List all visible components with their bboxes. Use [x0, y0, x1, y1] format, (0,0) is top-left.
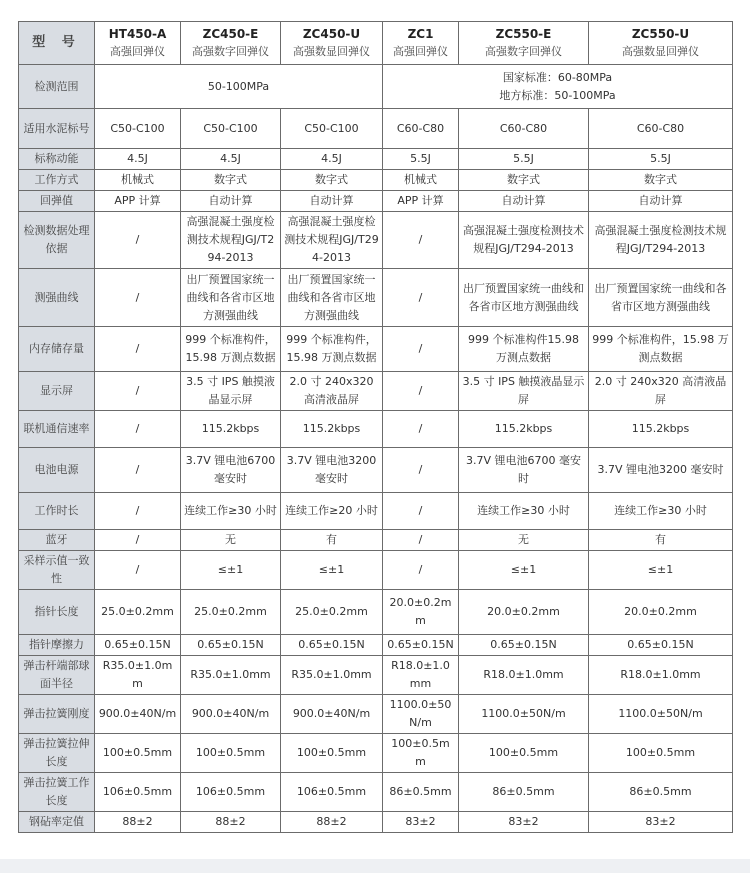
table-cell: 高强混凝土强度检测技术规程JGJ/T294-2013	[459, 212, 589, 269]
table-cell: R35.0±1.0mm	[181, 656, 281, 695]
model-desc: 高强回弹仪	[110, 45, 165, 58]
table-cell: 3.7V 锂电池6700 毫安时	[459, 448, 589, 493]
table-cell: 无	[181, 530, 281, 551]
model-name: ZC450-E	[202, 27, 259, 41]
table-row-cement	[19, 109, 733, 149]
table-cell: 自动计算	[459, 191, 589, 212]
model-corner-label: 型 号	[19, 22, 95, 65]
row-label: 工作方式	[19, 170, 95, 191]
table-cell: /	[383, 530, 459, 551]
table-cell: 高强混凝土强度检测技术规程JGJ/T294-2013	[589, 212, 733, 269]
table-cell: 115.2kbps	[181, 411, 281, 448]
row-label: 弹击拉簧拉伸长度	[19, 734, 95, 773]
model-desc: 高强数显回弹仪	[293, 45, 370, 58]
table-cell: 999 个标准构件15.98 万测点数据	[459, 327, 589, 372]
table-cell: 0.65±0.15N	[383, 635, 459, 656]
table-cell: 20.0±0.2mm	[383, 590, 459, 635]
table-cell: 出厂预置国家统一曲线和各省市区地方测强曲线	[181, 269, 281, 327]
table-cell: 自动计算	[281, 191, 383, 212]
table-cell: 115.2kbps	[459, 411, 589, 448]
model-desc: 高强数字回弹仪	[485, 45, 562, 58]
row-label: 回弹值	[19, 191, 95, 212]
row-label: 适用水泥标号	[19, 109, 95, 149]
table-cell: 83±2	[589, 812, 733, 833]
table-cell: 999 个标准构件，15.98 万测点数据	[281, 327, 383, 372]
table-cell: 100±0.5mm	[459, 734, 589, 773]
model-header	[281, 22, 383, 65]
row-label: 弹击杆端部球面半径	[19, 656, 95, 695]
table-cell: 106±0.5mm	[181, 773, 281, 812]
row-label: 检测数据处理依据	[19, 212, 95, 269]
table-cell: C60-C80	[589, 109, 733, 149]
table-cell: 连续工作≥30 小时	[181, 493, 281, 530]
table-cell: 3.7V 锂电池3200 毫安时	[589, 448, 733, 493]
table-cell: /	[383, 493, 459, 530]
spec-table	[18, 21, 733, 833]
table-cell: 83±2	[383, 812, 459, 833]
table-cell: 999 个标准构件，15.98 万测点数据	[181, 327, 281, 372]
table-row-pointer_fric	[19, 635, 733, 656]
model-header	[383, 22, 459, 65]
table-cell: ≤±1	[589, 551, 733, 590]
table-cell: 自动计算	[589, 191, 733, 212]
table-cell: C50-C100	[281, 109, 383, 149]
table-cell: /	[95, 212, 181, 269]
table-cell: R18.0±1.0mm	[459, 656, 589, 695]
range-local: 地方标准：50-100MPa	[499, 88, 616, 102]
table-row-comm	[19, 411, 733, 448]
row-label: 工作时长	[19, 493, 95, 530]
model-name: HT450-A	[108, 27, 167, 41]
table-cell: /	[95, 493, 181, 530]
table-cell: 0.65±0.15N	[181, 635, 281, 656]
table-cell: 0.65±0.15N	[459, 635, 589, 656]
table-cell: R35.0±1.0mm	[95, 656, 181, 695]
table-cell: 出厂预置国家统一曲线和各省市区地方测强曲线	[459, 269, 589, 327]
model-desc: 高强数字回弹仪	[192, 45, 269, 58]
table-cell: 3.7V 锂电池6700 毫安时	[181, 448, 281, 493]
model-name: ZC450-U	[302, 27, 361, 41]
table-cell: 连续工作≥30 小时	[459, 493, 589, 530]
table-cell: 出厂预置国家统一曲线和各省市区地方测强曲线	[589, 269, 733, 327]
table-row-worktime	[19, 493, 733, 530]
table-cell: 有	[281, 530, 383, 551]
range-group-2	[383, 65, 733, 109]
table-cell: 100±0.5mm	[281, 734, 383, 773]
table-cell: /	[383, 212, 459, 269]
table-cell: 3.5 寸 IPS 触摸液晶显示屏	[181, 372, 281, 411]
row-label: 弹击拉簧工作长度	[19, 773, 95, 812]
table-cell: 有	[589, 530, 733, 551]
table-cell: 3.7V 锂电池3200 毫安时	[281, 448, 383, 493]
table-cell: 5.5J	[589, 149, 733, 170]
table-cell: 88±2	[95, 812, 181, 833]
table-row-spring_k	[19, 695, 733, 734]
table-row-rod_radius	[19, 656, 733, 695]
header-row	[19, 22, 733, 65]
table-cell: /	[383, 269, 459, 327]
table-cell: 900.0±40N/m	[181, 695, 281, 734]
table-row-bluetooth	[19, 530, 733, 551]
table-cell: 115.2kbps	[281, 411, 383, 448]
table-cell: 25.0±0.2mm	[181, 590, 281, 635]
table-row-rebound	[19, 191, 733, 212]
table-cell: 2.0 寸 240x320 高清液晶屏	[281, 372, 383, 411]
table-cell: 20.0±0.2mm	[459, 590, 589, 635]
row-label: 电池电源	[19, 448, 95, 493]
row-label: 检测范围	[19, 65, 95, 109]
table-cell: 115.2kbps	[589, 411, 733, 448]
table-cell: 4.5J	[181, 149, 281, 170]
table-cell: 0.65±0.15N	[95, 635, 181, 656]
spec-table-wrapper	[18, 21, 733, 833]
row-label: 钢砧率定值	[19, 812, 95, 833]
table-cell: 88±2	[181, 812, 281, 833]
table-cell: C60-C80	[459, 109, 589, 149]
row-label: 蓝牙	[19, 530, 95, 551]
table-cell: 数字式	[459, 170, 589, 191]
table-cell: R35.0±1.0mm	[281, 656, 383, 695]
table-row-memory	[19, 327, 733, 372]
table-cell: 2.0 寸 240x320 高清液晶屏	[589, 372, 733, 411]
model-name: ZC550-U	[631, 27, 690, 41]
table-cell: 4.5J	[95, 149, 181, 170]
table-cell: 1100.0±50N/m	[589, 695, 733, 734]
table-cell: 100±0.5mm	[95, 734, 181, 773]
table-cell: /	[95, 327, 181, 372]
table-row-display	[19, 372, 733, 411]
table-cell: 5.5J	[459, 149, 589, 170]
table-cell: /	[95, 551, 181, 590]
table-cell: 高强混凝土强度检测技术规程JGJ/T294-2013	[181, 212, 281, 269]
row-label: 测强曲线	[19, 269, 95, 327]
table-cell: 100±0.5mm	[181, 734, 281, 773]
table-row-range	[19, 65, 733, 109]
table-cell: 106±0.5mm	[95, 773, 181, 812]
table-cell: /	[383, 327, 459, 372]
table-cell: C60-C80	[383, 109, 459, 149]
model-name: ZC550-E	[495, 27, 552, 41]
table-cell: ≤±1	[181, 551, 281, 590]
table-cell: 数字式	[589, 170, 733, 191]
table-row-curve	[19, 269, 733, 327]
table-cell: 86±0.5mm	[589, 773, 733, 812]
table-cell: C50-C100	[95, 109, 181, 149]
table-row-spring_ext	[19, 734, 733, 773]
table-cell: 1100.0±50N/m	[459, 695, 589, 734]
table-cell: ≤±1	[281, 551, 383, 590]
model-desc: 高强回弹仪	[393, 45, 448, 58]
table-cell: /	[95, 411, 181, 448]
table-cell: /	[95, 530, 181, 551]
table-cell: /	[383, 448, 459, 493]
table-cell: 出厂预置国家统一曲线和各省市区地方测强曲线	[281, 269, 383, 327]
table-cell: /	[95, 269, 181, 327]
range-group-1: 50-100MPa	[95, 65, 383, 109]
table-cell: APP 计算	[383, 191, 459, 212]
table-row-sample	[19, 551, 733, 590]
bottom-strip	[0, 859, 750, 873]
table-cell: 25.0±0.2mm	[95, 590, 181, 635]
row-label: 标称动能	[19, 149, 95, 170]
table-cell: 88±2	[281, 812, 383, 833]
table-cell: ≤±1	[459, 551, 589, 590]
table-cell: 999 个标准构件，15.98 万测点数据	[589, 327, 733, 372]
table-cell: /	[383, 372, 459, 411]
table-cell: C50-C100	[181, 109, 281, 149]
table-cell: 86±0.5mm	[459, 773, 589, 812]
row-label: 显示屏	[19, 372, 95, 411]
row-label: 内存储存量	[19, 327, 95, 372]
table-cell: 高强混凝土强度检测技术规程JGJ/T294-2013	[281, 212, 383, 269]
table-cell: 20.0±0.2mm	[589, 590, 733, 635]
table-cell: 100±0.5mm	[383, 734, 459, 773]
table-row-pointer_len	[19, 590, 733, 635]
table-row-spring_work	[19, 773, 733, 812]
model-header	[181, 22, 281, 65]
model-header	[459, 22, 589, 65]
table-cell: 900.0±40N/m	[281, 695, 383, 734]
row-label: 采样示值一致性	[19, 551, 95, 590]
row-label: 联机通信速率	[19, 411, 95, 448]
range-national: 国家标准：60-80MPa	[502, 70, 613, 84]
table-cell: 数字式	[181, 170, 281, 191]
table-cell: 900.0±40N/m	[95, 695, 181, 734]
model-name: ZC1	[407, 27, 434, 41]
table-cell: 0.65±0.15N	[281, 635, 383, 656]
table-cell: /	[95, 448, 181, 493]
table-cell: 25.0±0.2mm	[281, 590, 383, 635]
table-cell: 1100.0±50N/m	[383, 695, 459, 734]
table-cell: 83±2	[459, 812, 589, 833]
table-cell: 无	[459, 530, 589, 551]
table-cell: 86±0.5mm	[383, 773, 459, 812]
table-cell: 自动计算	[181, 191, 281, 212]
table-cell: 4.5J	[281, 149, 383, 170]
table-cell: 数字式	[281, 170, 383, 191]
table-cell: 连续工作≥30 小时	[589, 493, 733, 530]
table-cell: 连续工作≥20 小时	[281, 493, 383, 530]
table-cell: 100±0.5mm	[589, 734, 733, 773]
table-cell: 0.65±0.15N	[589, 635, 733, 656]
table-row-anvil	[19, 812, 733, 833]
model-header	[95, 22, 181, 65]
table-cell: 106±0.5mm	[281, 773, 383, 812]
table-cell: /	[383, 551, 459, 590]
table-row-energy	[19, 149, 733, 170]
table-cell: /	[95, 372, 181, 411]
table-row-basis	[19, 212, 733, 269]
row-label: 指针长度	[19, 590, 95, 635]
table-cell: /	[383, 411, 459, 448]
row-label: 弹击拉簧刚度	[19, 695, 95, 734]
table-cell: APP 计算	[95, 191, 181, 212]
table-row-mode	[19, 170, 733, 191]
model-header	[589, 22, 733, 65]
table-cell: 机械式	[95, 170, 181, 191]
table-row-battery	[19, 448, 733, 493]
table-cell: 5.5J	[383, 149, 459, 170]
row-label: 指针摩擦力	[19, 635, 95, 656]
table-cell: 3.5 寸 IPS 触摸液晶显示屏	[459, 372, 589, 411]
model-desc: 高强数显回弹仪	[622, 45, 699, 58]
table-cell: R18.0±1.0mm	[589, 656, 733, 695]
table-cell: 机械式	[383, 170, 459, 191]
table-cell: R18.0±1.0mm	[383, 656, 459, 695]
